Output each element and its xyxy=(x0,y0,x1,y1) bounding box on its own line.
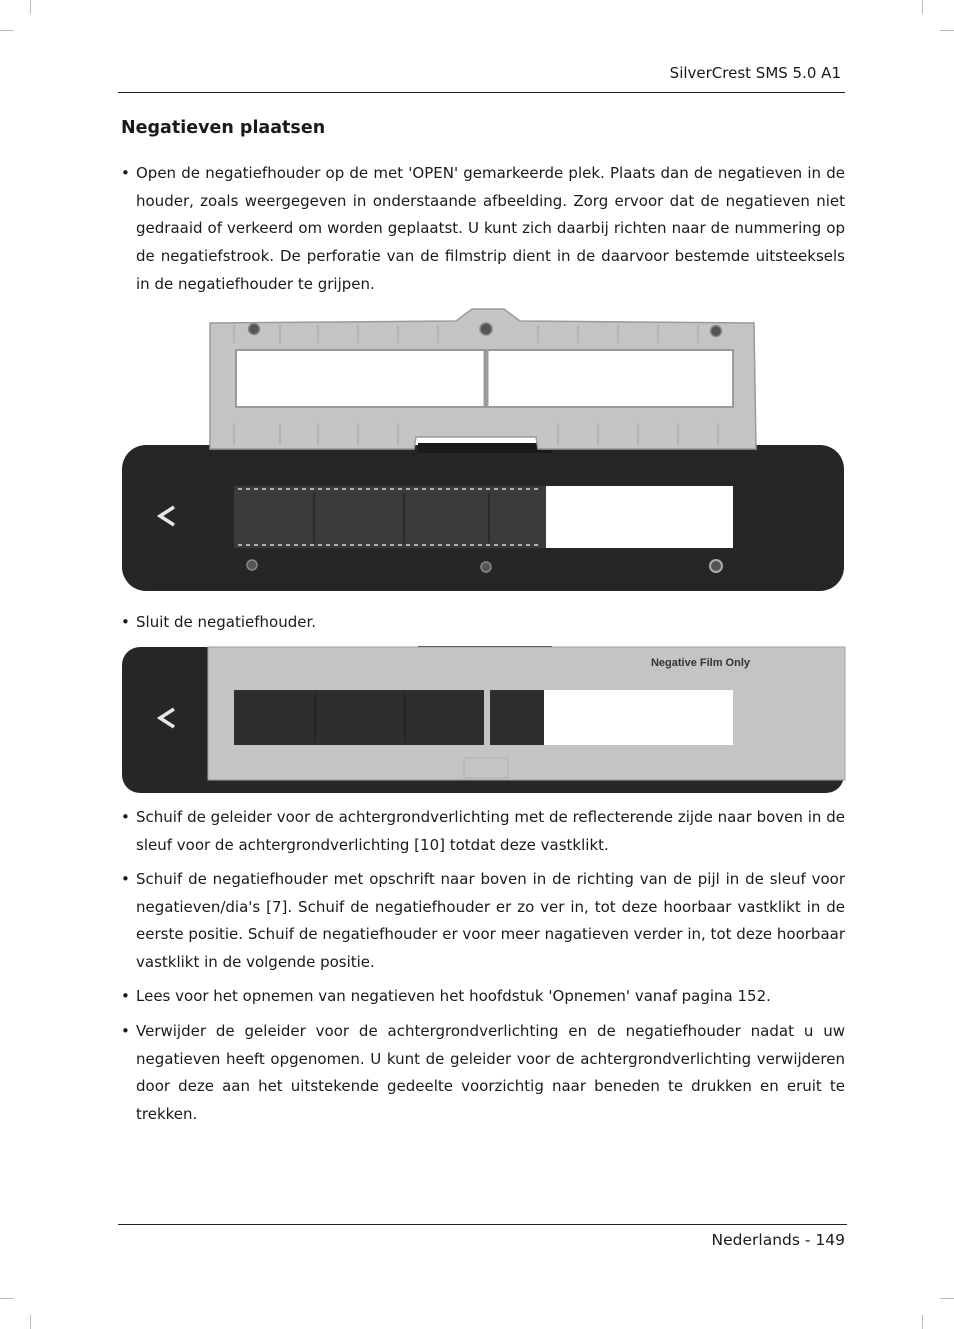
bullet-item xyxy=(121,160,845,299)
crop-mark xyxy=(940,1298,954,1299)
empty-window xyxy=(544,690,733,745)
page-header xyxy=(118,60,845,93)
header-title: SilverCrest SMS 5.0 A1 xyxy=(669,64,841,82)
crop-mark xyxy=(30,0,31,14)
bullet-symbol: • xyxy=(121,1022,130,1040)
crop-mark xyxy=(0,1298,14,1299)
bullet-text: Schuif de geleider voor de achtergrondverlichting met de reflecterende zijde naar boven in de sleuf voor de achtergrondverlichting [10] totdat deze vastklikt. xyxy=(136,808,845,854)
crop-mark xyxy=(922,1315,923,1329)
bullet-symbol: • xyxy=(121,808,130,826)
closed-negative-holder-figure xyxy=(118,643,848,797)
bullet-symbol: • xyxy=(121,613,130,631)
page-number: Nederlands - 149 xyxy=(711,1231,845,1249)
crop-mark xyxy=(0,30,14,31)
crop-mark xyxy=(922,0,923,14)
bullet-item xyxy=(121,1018,845,1129)
bullet-text: Lees voor het opnemen van negatieven het hoofdstuk 'Opnemen' vanaf pagina 152. xyxy=(136,987,771,1005)
bullet-text: Open de negatiefhouder op de met 'OPEN' gemarkeerde plek. Plaats dan de negatieven in de houder, zoals weergegeven in onderstaande afbeelding. Zorg ervoor dat de negatieven niet gedraaid of verkeerd om worden geplaatst. U kunt zich daarbij richten naar de nummering op de negatiefstrook. De perforatie van de filmstrip dient in de daarvoor bestemde uitsteeksels in de negatiefhouder te grijpen. xyxy=(136,164,845,293)
bullet-item xyxy=(121,983,845,1011)
page-footer xyxy=(118,1224,847,1249)
bullet-text: Sluit de negatiefhouder. xyxy=(136,613,317,631)
bullet-text: Verwijder de geleider voor de achtergrondverlichting en de negatiefhouder nadat u uw negatieven heeft opgenomen. U kunt de geleider voor de achtergrondverlichting verwijderen door deze aan het uitstekende gedeelte voorzichtig naar beneden te drukken en eruit te trekken. xyxy=(136,1022,845,1124)
open-negative-holder-figure xyxy=(118,305,848,595)
bullet-item xyxy=(121,804,845,859)
crop-mark xyxy=(940,30,954,31)
section-heading: Negatieven plaatsen xyxy=(121,118,326,138)
bullet-symbol: • xyxy=(121,164,130,182)
bullet-symbol: • xyxy=(121,870,130,888)
bullet-item xyxy=(121,609,845,637)
bullet-text: Schuif de negatiefhouder met opschrift naar boven in de richting van de pijl in de sleuf voor negatieven/dia's [7]. Schuif de negatiefhouder er zo ver in, tot deze hoorbaar vastklikt in de eerste positie. Schuif de negatiefhouder er voor meer nagatieven verder in, tot deze hoorbaar vastklikt in de volgende positie. xyxy=(136,870,845,972)
bullet-symbol: • xyxy=(121,987,130,1005)
empty-window xyxy=(546,486,733,548)
crop-mark xyxy=(30,1315,31,1329)
bullet-item xyxy=(121,866,845,977)
film-strip xyxy=(234,690,484,745)
film-strip xyxy=(234,486,546,548)
negative-film-only-label: Negative Film Only xyxy=(650,657,750,669)
